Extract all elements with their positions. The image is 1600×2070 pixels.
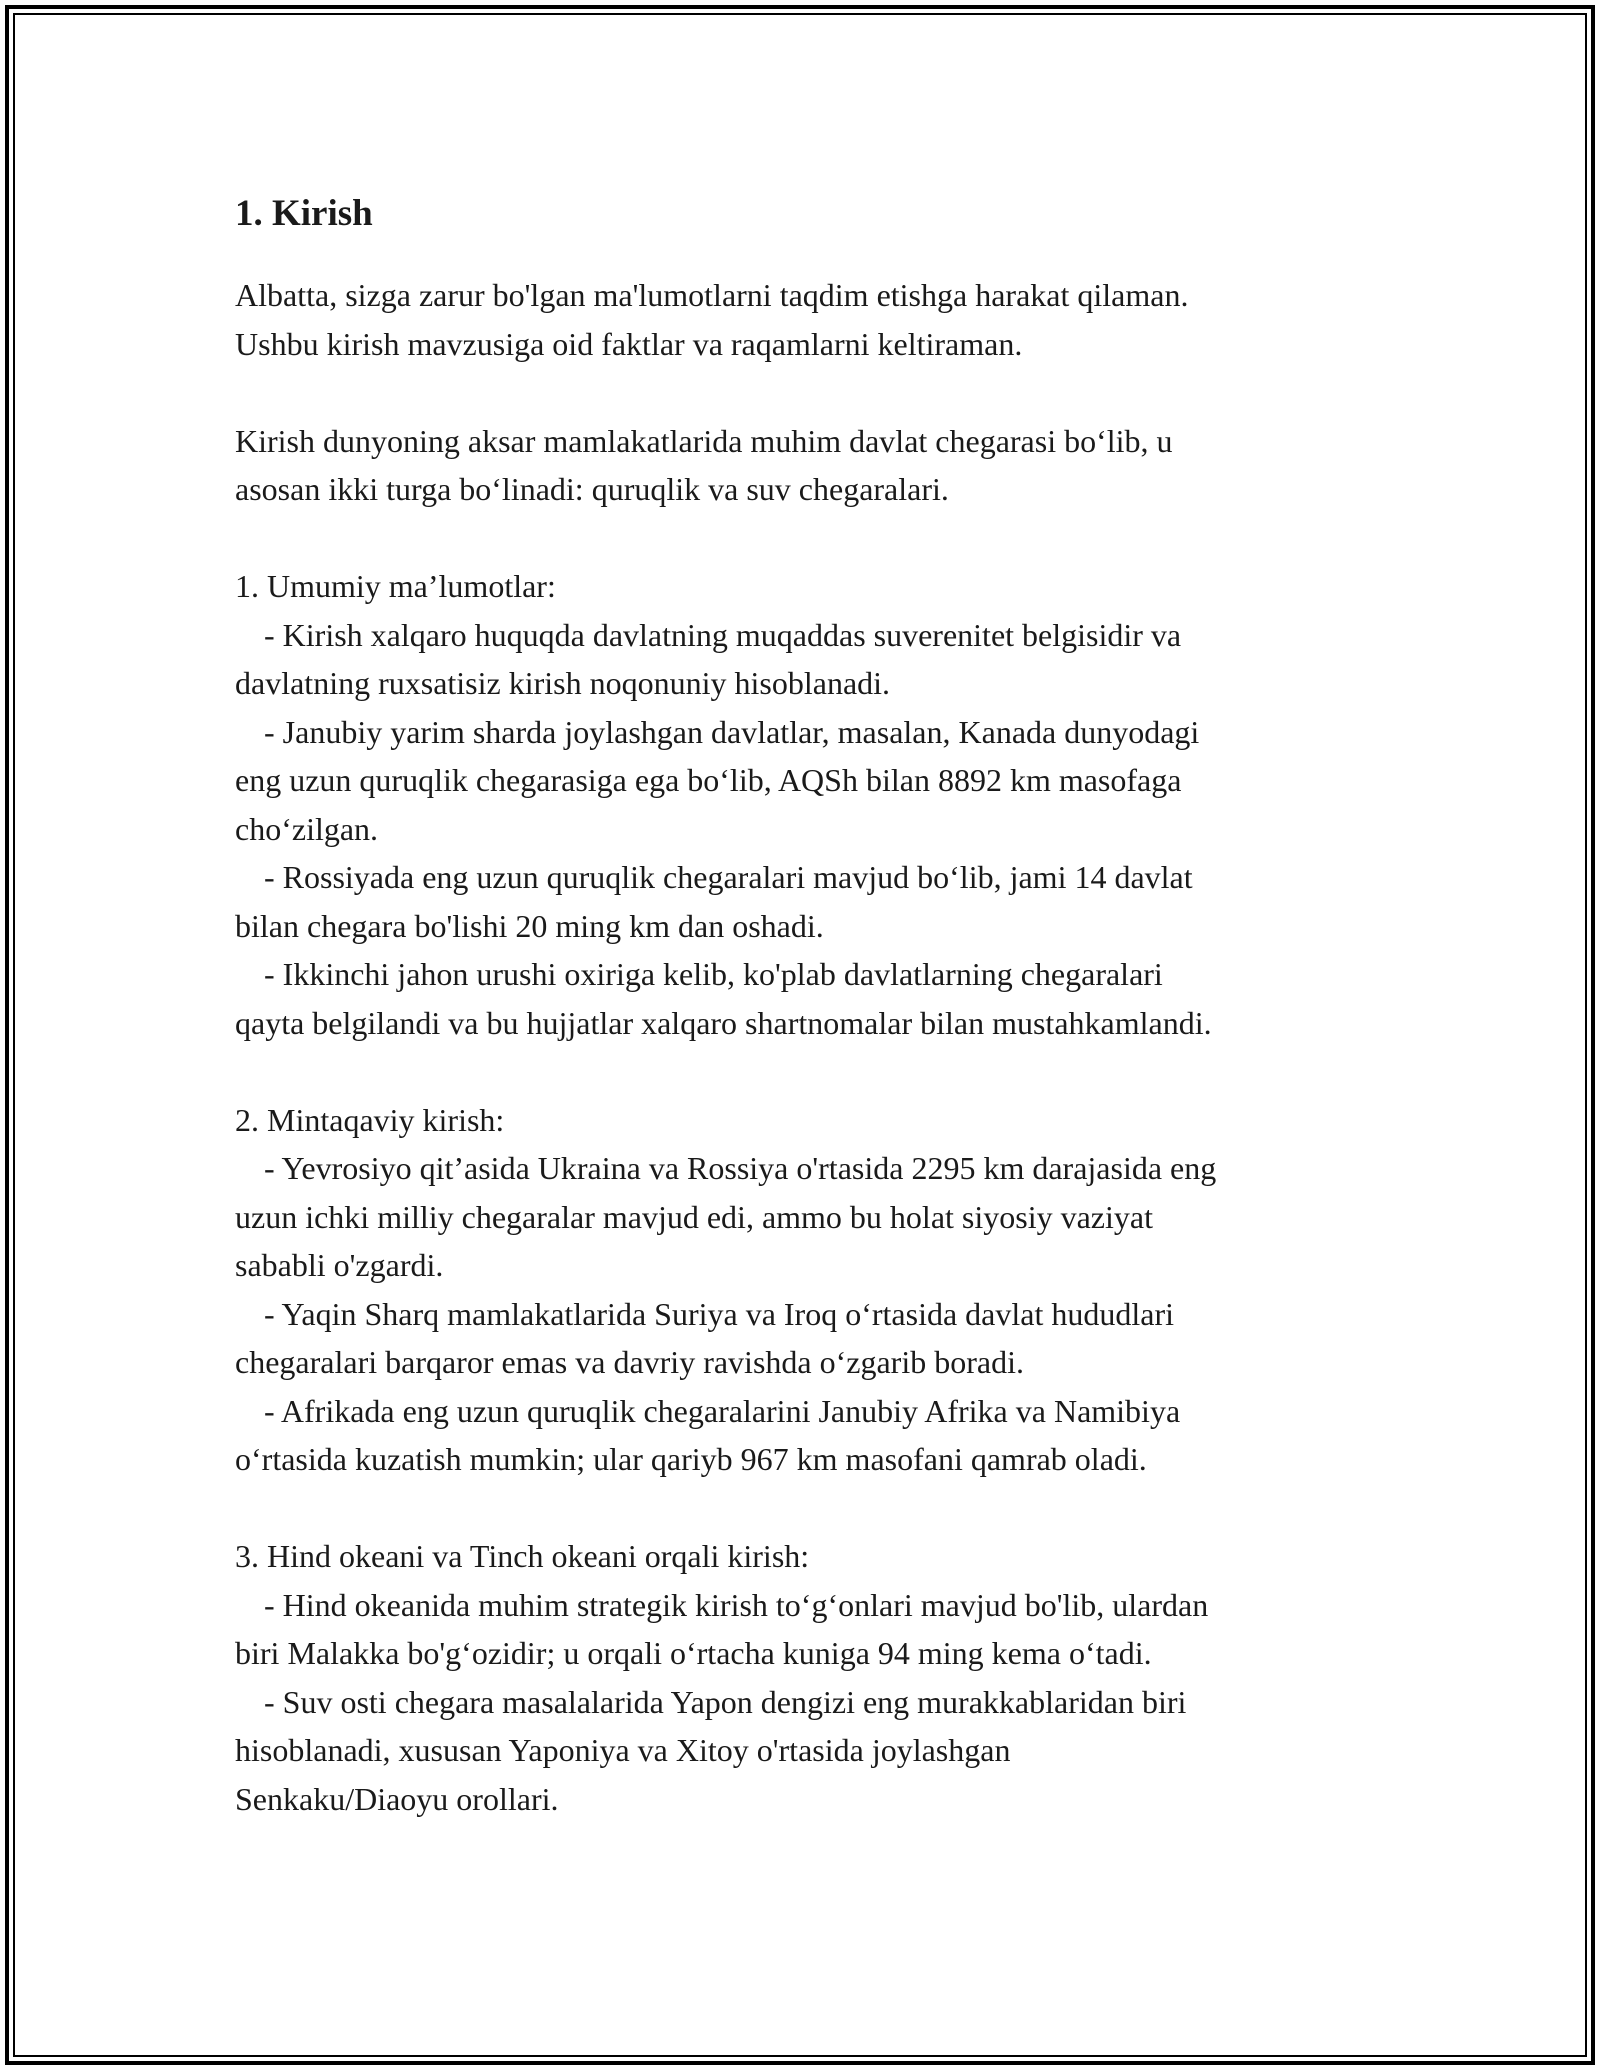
document-body <box>235 185 1385 1823</box>
intro-line: Ushbu kirish mavzusiga oid faktlar va raqamlarni keltiraman. <box>235 325 1023 362</box>
paragraph-gap <box>235 1484 1385 1533</box>
bullet-line: - Afrikada eng uzun quruqlik chegaralarini Janubiy Afrika va Namibiya <box>264 1392 1181 1429</box>
bullet-line: - Hind okeanida muhim strategik kirish to‘g‘onlari mavjud bo'lib, ulardan <box>264 1586 1209 1623</box>
bullet-continuation: cho‘zilgan. <box>235 810 379 847</box>
overview-line: Kirish dunyoning aksar mamlakatlarida muhim davlat chegarasi bo‘lib, u <box>235 422 1173 459</box>
bullet-line: - Rossiyada eng uzun quruqlik chegaralari mavjud bo‘lib, jami 14 davlat <box>264 859 1193 895</box>
page-title: 1. Kirish <box>235 193 373 234</box>
section-heading: 3. Hind okeani va Tinch okeani orqali kirish: <box>235 1538 810 1574</box>
bullet-continuation: biri Malakka bo'g‘ozidir; u orqali o‘rtacha kuniga 94 ming kema o‘tadi. <box>235 1635 1152 1671</box>
bullet-continuation: Senkaku/Diaoyu orollari. <box>235 1780 559 1817</box>
bullet-continuation: qayta belgilandi va bu hujjatlar xalqaro shartnomalar bilan mustahkamlandi. <box>235 1004 1212 1041</box>
overview-line: asosan ikki turga bo‘linadi: quruqlik va suv chegaralari. <box>235 471 949 507</box>
paragraph-gap <box>235 368 1385 417</box>
bullet-continuation: eng uzun quruqlik chegarasiga ega bo‘lib, AQSh bilan 8892 km masofaga <box>235 762 1182 798</box>
bullet-line: - Janubiy yarim sharda joylashgan davlatlar, masalan, Kanada dunyodagi <box>264 713 1200 750</box>
bullet-continuation: sababli o'zgardi. <box>235 1247 444 1283</box>
intro-line: Albatta, sizga zarur bo'lgan ma'lumotlarni taqdim etishga harakat qilaman. <box>235 277 1189 313</box>
bullet-continuation: bilan chegara bo'lishi 20 ming km dan oshadi. <box>235 907 824 944</box>
bullet-continuation: hisoblanadi, xususan Yaponiya va Xitoy o'rtasida joylashgan <box>235 1732 1011 1768</box>
bullet-line: - Ikkinchi jahon urushi oxiriga kelib, ko'plab davlatlarning chegaralari <box>264 956 1163 992</box>
bullet-line: - Yevrosiyo qit’asida Ukraina va Rossiya o'rtasida 2295 km darajasida eng <box>264 1150 1217 1186</box>
paragraph-gap <box>235 514 1385 563</box>
section-heading: 2. Mintaqaviy kirish: <box>235 1101 505 1138</box>
section-heading: 1. Umumiy ma’lumotlar: <box>235 568 556 604</box>
bullet-continuation: davlatning ruxsatisiz kirish noqonuniy hisoblanadi. <box>235 665 891 701</box>
bullet-continuation: o‘rtasida kuzatish mumkin; ular qariyb 967 km masofani qamrab oladi. <box>235 1441 1147 1477</box>
paragraph-gap <box>235 1047 1385 1096</box>
bullet-line: - Yaqin Sharq mamlakatlarida Suriya va Iroq o‘rtasida davlat hududlari <box>264 1295 1174 1332</box>
bullet-continuation: uzun ichki milliy chegaralar mavjud edi, ammo bu holat siyosiy vaziyat <box>235 1198 1153 1235</box>
bullet-line: - Kirish xalqaro huquqda davlatning muqaddas suverenitet belgisidir va <box>264 616 1182 653</box>
bullet-continuation: chegaralari barqaror emas va davriy ravishda o‘zgarib boradi. <box>235 1344 1024 1380</box>
bullet-line: - Suv osti chegara masalalarida Yapon dengizi eng murakkablaridan biri <box>264 1683 1187 1720</box>
